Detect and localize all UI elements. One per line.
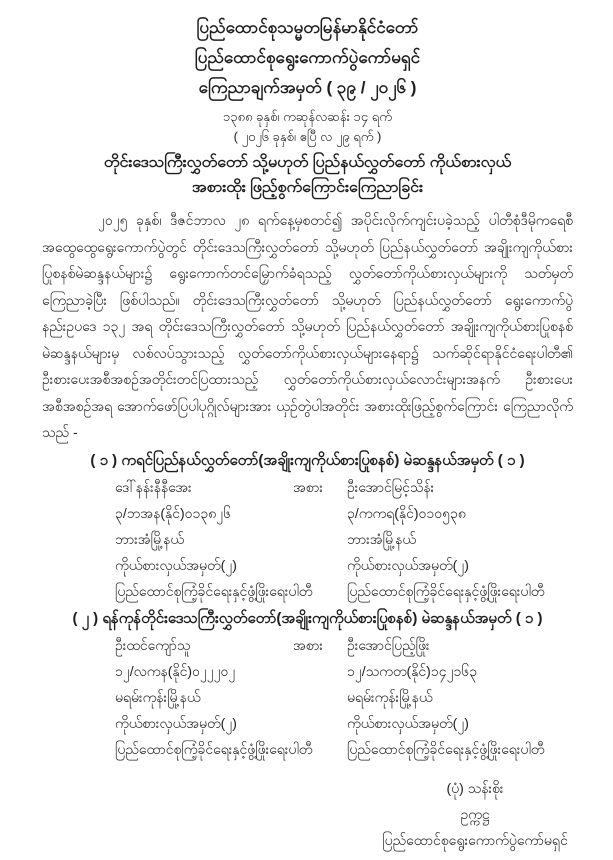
incoming-name: ဦးအောင်ပြည့်ဖြိုး: [347, 636, 430, 653]
replace-label: အစား: [292, 478, 323, 495]
incoming-party: ပြည်ထောင်စုကြံ့ခိုင်ရေးနှင့်ဖွံ့ဖြိုးရေးပါတီ: [347, 582, 545, 599]
replacement-table-1: [115, 474, 573, 604]
gregorian-date: ( ၂၀၂၆ ခုနှစ်၊ ဧပြီ လ ၂၉ ရက် ): [233, 129, 382, 144]
myanmar-date: ၁၃၈၈ ခုနှစ်၊ ကဆုန်လဆန်း ၁၄ ရက်: [223, 109, 392, 124]
incoming-township: မရမ်းကုန်းမြို့နယ်: [347, 688, 433, 705]
document-header: [42, 13, 573, 200]
outgoing-rep-number: ကိုယ်စားလှယ်အမှတ်(၂): [115, 714, 237, 731]
replacement-table-2: [115, 632, 573, 762]
commission-title: ပြည်ထောင်စုရွေးကောက်ပွဲကော်မရှင်: [194, 48, 421, 67]
signature-name: (ပုံ) သန်းစိုး: [446, 779, 504, 796]
incoming-rep-number: ကိုယ်စားလှယ်အမှတ်(၂): [347, 714, 469, 731]
incoming-column: [347, 632, 573, 762]
outgoing-township: မရမ်းကုန်းမြို့နယ်: [115, 688, 201, 705]
signatory-org: ပြည်ထောင်စုရွေးကောက်ပွဲကော်မရှင်: [382, 831, 568, 848]
outgoing-name: ဒေါ်နန်းနီနီအေး: [115, 478, 192, 495]
outgoing-column: [115, 632, 347, 762]
signatory-title: ဥက္ကဋ္ဌ: [460, 805, 490, 822]
incoming-column: [347, 474, 573, 604]
section-2: [42, 606, 573, 762]
replace-label: အစား: [292, 636, 323, 653]
incoming-party: ပြည်ထောင်စုကြံ့ခိုင်ရေးနှင့်ဖွံ့ဖြိုးရေးပါတီ: [347, 740, 545, 757]
outgoing-column: [115, 474, 347, 604]
incoming-name: ဦးအောင်မြင့်သိန်း: [347, 478, 435, 495]
announcement-number: ကြေညာချက်အမှတ် ( ၃၉ / ၂၀၂၆ ): [198, 78, 417, 97]
incoming-nrc: ၁၂/သကတ(နိုင်)၁၄၂၁၆၃: [347, 662, 478, 679]
incoming-nrc: ၃/ကကရ(နိုင်)၀၁၀၅၃၈: [347, 504, 466, 521]
outgoing-nrc: ၃/ဘအန(နိုင်)၀၁၃၈၂၆: [115, 504, 232, 521]
outgoing-township: ဘားအံမြို့နယ်: [115, 530, 184, 547]
outgoing-name: ဦးထင်ကျော်သူ: [115, 636, 191, 653]
section-1-heading: ( ၁ ) ကရင်ပြည်နယ်လွှတ်တော်(အချိုးကျကိုယ်စားပြုစနစ်) မဲဆန္ဒနယ်အမှတ် ( ၁ ): [90, 451, 525, 469]
section-2-heading: ( ၂ ) ရန်ကုန်တိုင်းဒေသကြီးလွှတ်တော်(အချိုးကျကိုယ်စားပြုစနစ်) မဲဆန္ဒနယ်အမှတ် ( ၁ ): [72, 609, 543, 627]
body-paragraph: ၂၀၂၅ ခုနှစ်၊ ဒီဇင်ဘာလ ၂၈ ရက်နေ့မှစတင်၍ အပိုင်းလိုက်ကျင်းပခဲ့သည့် ပါတီစုံဒီမိုကရေစီအထွေထွေရွေးကောက်ပွဲတွင် တိုင်းဒေသကြီးလွှတ်တော် သို့မဟုတ် ပြည်နယ်လွှတ်တော် အချိုးကျကိုယ်စားပြုစနစ်မဲဆန္ဒနယ်များ၌ ရွေးကောက်တင်မြှောက်ခံရသည့် လွှတ်တော်ကိုယ်စားလှယ်များကို သတ်မှတ်ကြေညာခဲ့ပြီး ဖြစ်ပါသည်။ တိုင်းဒေသကြီးလွှတ်တော် သို့မဟုတ် ပြည်နယ်လွှတ်တော် ရွေးကောက်ပွဲနည်းဥပဒေ ၁၃၂ အရ တိုင်းဒေသကြီးလွှတ်တော် သို့မဟုတ် ပြည်နယ်လွှတ်တော် အချိုးကျကိုယ်စားပြုစနစ်မဲဆန္ဒနယ်များမှ လစ်လပ်သွားသည့် လွှတ်တော်ကိုယ်စားလှယ်များနေရာ၌ သက်ဆိုင်ရာနိုင်ငံရေးပါတီ၏ ဦးစားပေးအစီအစဉ်အတိုင်းတင်ပြထားသည့် လွှတ်တော်ကိုယ်စားလှယ်လောင်းများအနက် ဦးစားပေးအစီအစဉ်အရ အောက်ဖော်ပြပါပုဂ္ဂိုလ်များအား ယှဉ်တွဲပါအတိုင်း အစားထိုးဖြည့်စွက်ကြောင်း ကြေညာလိုက်သည် -: [42, 212, 573, 440]
section-1: [42, 448, 573, 604]
outgoing-rep-number: ကိုယ်စားလှယ်အမှတ်(၂): [115, 556, 237, 573]
outgoing-party: ပြည်ထောင်စုကြံ့ခိုင်ရေးနှင့်ဖွံ့ဖြိုးရေးပါတီ: [115, 740, 313, 757]
outgoing-party: ပြည်ထောင်စုကြံ့ခိုင်ရေးနှင့်ဖွံ့ဖြိုးရေးပါတီ: [115, 582, 313, 599]
subject-title-line2: အစားထိုး ဖြည့်စွက်ကြောင်းကြေညာခြင်း: [191, 179, 424, 196]
country-title: ပြည်ထောင်စုသမ္မတမြန်မာနိုင်ငံတော်: [196, 18, 419, 37]
incoming-township: ဘားအံမြို့နယ်: [347, 530, 416, 547]
signature-block: [352, 775, 598, 853]
outgoing-nrc: ၁၂/လကန(နိုင်)၀၂၂၂၀၂: [115, 662, 236, 679]
incoming-rep-number: ကိုယ်စားလှယ်အမှတ်(၂): [347, 556, 469, 573]
subject-title-line1: တိုင်းဒေသကြီးလွှတ်တော် သို့မဟုတ် ပြည်နယ်လွှတ်တော် ကိုယ်စားလှယ်: [103, 154, 512, 171]
